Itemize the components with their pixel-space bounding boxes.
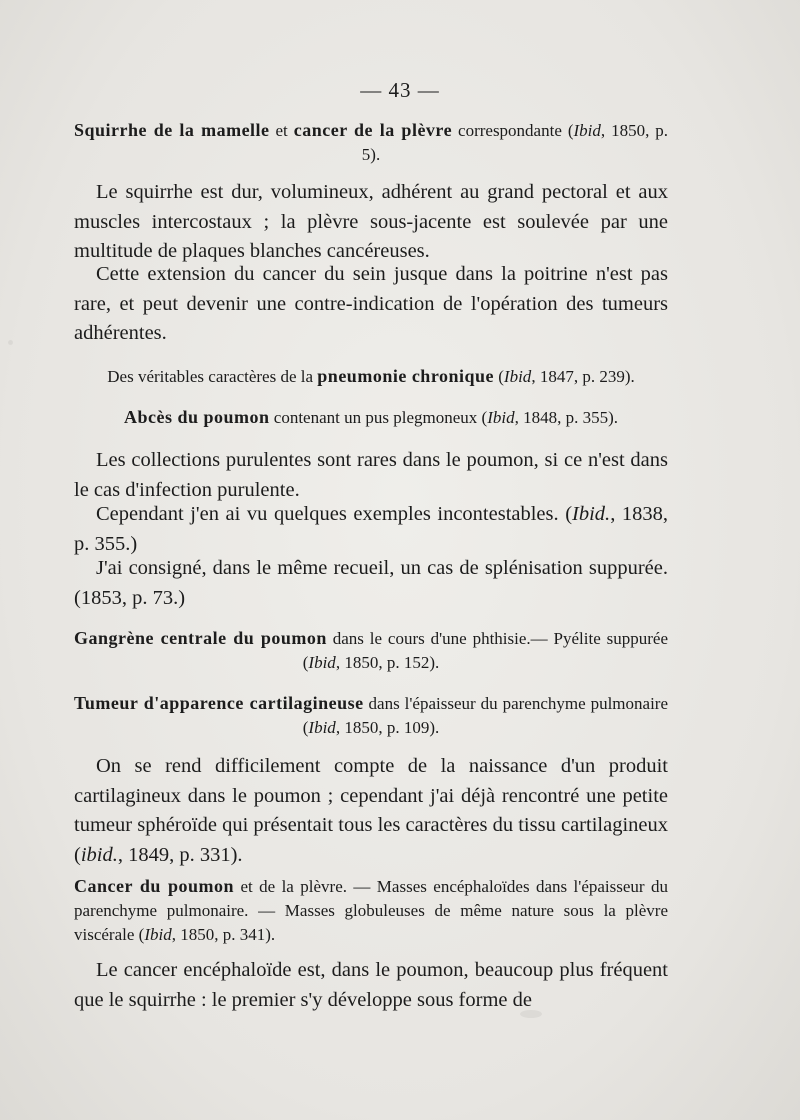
ibid-ref: Ibid bbox=[503, 367, 532, 386]
entry-text: , 1850, p. 109). bbox=[335, 718, 440, 737]
paragraph: Le cancer encéphaloïde est, dans le poumon, beaucoup plus fréquent que le squirrhe : le premier s'y développe sous forme de bbox=[74, 959, 668, 1011]
entry-cancer bbox=[74, 874, 668, 947]
paragraph: Le squirrhe est dur, volumineux, adhérent au grand pectoral et aux muscles intercostaux ; la plèvre sous-jacente est soulevée par une multitude de plaques blanches cancéreuses. bbox=[74, 181, 668, 262]
ibid-ref: Ibid bbox=[308, 653, 336, 672]
paragraph-ibid bbox=[74, 752, 668, 870]
ibid-ref: Ibid bbox=[487, 408, 515, 427]
entry-gangrene bbox=[74, 626, 668, 675]
paragraph-ibid bbox=[74, 500, 668, 559]
entry-tumeur bbox=[74, 691, 668, 740]
entry-text: , 1850, p. 5). bbox=[361, 121, 669, 164]
entry-squirrhe bbox=[74, 118, 668, 167]
paragraph-text: , 1838, p. 355.) bbox=[74, 503, 669, 555]
entry-text: , 1848, p. 355). bbox=[514, 408, 618, 427]
paragraph: Cette extension du cancer du sein jusque dans la poitrine n'est pas rare, et peut devenir une contre-indication de l'opération des tumeurs adhérentes. bbox=[74, 263, 668, 344]
page-number: — 43 — bbox=[360, 78, 440, 102]
entry-text: , 1850, p. 152). bbox=[335, 653, 440, 672]
ibid-ref: Ibid. bbox=[572, 503, 611, 525]
entry-text: contenant un pus plegmoneux ( bbox=[269, 408, 488, 427]
paragraph-text: On se rend difficilement compte de la naissance d'un produit cartilagineux dans le poumon ; cependant j'ai déjà rencontré une petite tumeur sphéroïde qui présentait tous les caractères du tissu cartilagineux ( bbox=[74, 755, 668, 866]
entry-title: Gangrène centrale du poumon bbox=[74, 628, 327, 648]
entry-pneumonie bbox=[74, 364, 668, 389]
entry-text: ( bbox=[494, 367, 504, 386]
ink-speck bbox=[8, 340, 13, 345]
entry-text: dans le cours d'une phthisie.— Pyélite suppurée ( bbox=[302, 629, 668, 672]
entry-text: dans l'épaisseur du parenchyme pulmonaire ( bbox=[302, 694, 668, 737]
paragraph-text: , 1849, p. 331). bbox=[117, 843, 243, 866]
entry-title: Tumeur d'apparence cartilagineuse bbox=[74, 693, 364, 713]
entry-title: cancer de la plèvre bbox=[293, 120, 453, 140]
paragraph-text: Cependant j'en ai vu quelques exemples incontestables. ( bbox=[96, 503, 573, 525]
entry-text: Des véritables caractères de la bbox=[107, 367, 318, 386]
ibid-ref: Ibid bbox=[144, 925, 172, 944]
entry-text: , 1847, p. 239). bbox=[531, 367, 635, 386]
entry-text: et bbox=[269, 121, 294, 140]
ibid-ref: Ibid bbox=[573, 121, 601, 140]
entry-text: et de la plèvre. — Masses encéphaloïdes dans l'épaisseur du parenchyme pulmonaire. — Masses globuleuses de même nature sous la plèvre viscérale ( bbox=[74, 877, 668, 944]
paragraph: J'ai consigné, dans le même recueil, un cas de splénisation suppurée. (1853, p. 73.) bbox=[74, 557, 668, 609]
ibid-ref: ibid. bbox=[80, 843, 118, 866]
entry-title: Squirrhe de la mamelle bbox=[74, 120, 270, 140]
entry-abces bbox=[74, 405, 668, 430]
paragraph: Les collections purulentes sont rares dans le poumon, si ce n'est dans le cas d'infection purulente. bbox=[74, 449, 668, 501]
entry-text: correspondante ( bbox=[452, 121, 574, 140]
entry-title: Cancer du poumon bbox=[74, 876, 235, 896]
entry-title: pneumonie chronique bbox=[317, 366, 494, 386]
entry-text: , 1850, p. 341). bbox=[171, 925, 276, 944]
entry-title: Abcès du poumon bbox=[123, 407, 270, 427]
ibid-ref: Ibid bbox=[308, 718, 336, 737]
